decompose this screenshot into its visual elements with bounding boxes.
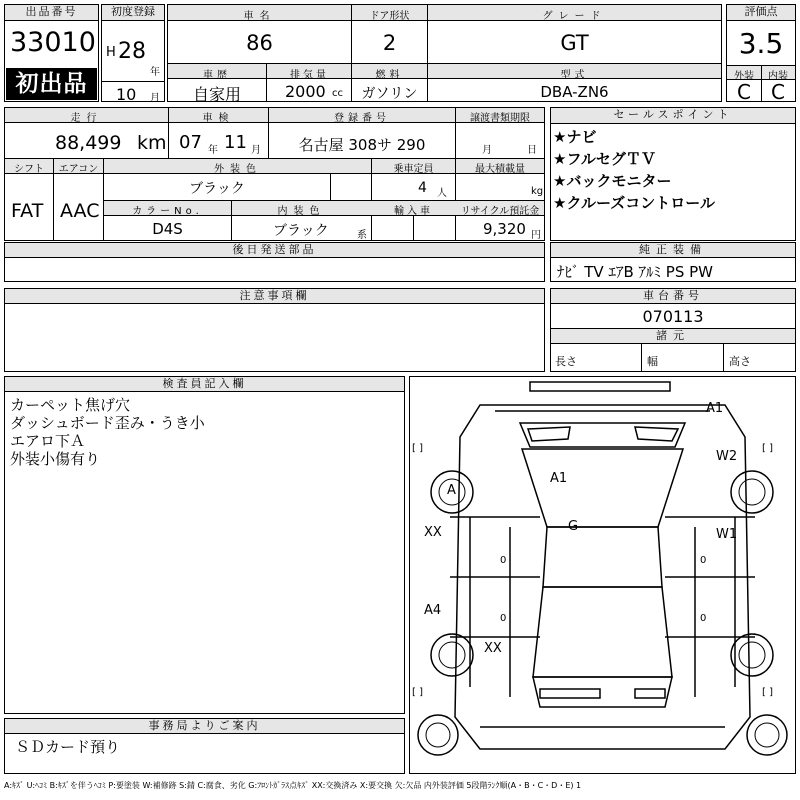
sales-point-2: ★フルセグＴＶ: [553, 150, 656, 168]
inspector-note-2: ダッシュボード歪み・うき小: [10, 414, 205, 432]
spec-height-label: 高さ: [729, 355, 751, 368]
inspection-year-unit: 年: [208, 145, 218, 156]
era-letter: H: [106, 45, 116, 60]
caution-label: 注意事項欄: [5, 289, 544, 304]
bracket-right-1: [ ]: [762, 443, 773, 454]
mileage-value: 88,499: [55, 132, 122, 154]
bracket-right-2: [ ]: [762, 687, 773, 698]
registration-value: 名古屋 308サ 290: [298, 136, 426, 154]
car-outline: [410, 377, 795, 773]
mark-xx-bottom: XX: [484, 641, 502, 656]
interior-color-value: ブラック: [273, 223, 329, 239]
doors-label: ドア形状: [369, 11, 410, 22]
capacity-unit: 人: [437, 188, 447, 199]
sales-points-label: セールスポイント: [551, 108, 795, 124]
spec-width-label: 幅: [647, 355, 658, 368]
chassis-label: 車台番号: [551, 289, 795, 304]
bracket-left-2: [ ]: [412, 687, 423, 698]
mark-zero-3: 0: [500, 613, 507, 624]
displacement-label: 排気量: [290, 70, 329, 81]
fuel-label: 燃料: [375, 70, 404, 81]
ac-value: AAC: [60, 200, 100, 222]
interior-color-suffix: 系: [357, 230, 367, 241]
score-box: [726, 4, 796, 102]
mark-a1-top: A1: [706, 401, 724, 416]
color-no-label: カラーNo.: [132, 206, 203, 217]
lot-label: 出品番号: [5, 5, 98, 21]
mark-w2: W2: [716, 449, 738, 464]
office-box: [4, 718, 405, 774]
equipment-label: 純正装備: [551, 243, 795, 258]
bracket-left-1: [ ]: [412, 443, 423, 454]
later-parts-label: 後日発送部品: [5, 243, 544, 258]
mark-a1-center: A1: [550, 471, 568, 486]
capacity-value: 4: [418, 180, 427, 196]
equipment-box: [550, 242, 796, 282]
interior-score-label: 内装: [768, 71, 788, 82]
fuel-value: ガソリン: [361, 86, 418, 102]
history-label: 車歴: [203, 70, 231, 81]
color-no-value: D4S: [152, 220, 183, 238]
specs-label: 諸元: [551, 329, 795, 344]
damage-diagram: [409, 376, 796, 774]
mileage-label: 走行: [70, 113, 103, 124]
office-label: 事務局よりご案内: [5, 719, 404, 734]
interior-score: C: [771, 80, 785, 104]
max-load-label: 最大積載量: [475, 164, 525, 175]
mark-zero-2: 0: [700, 555, 707, 566]
mark-a4: A4: [424, 603, 442, 618]
mark-xx-left: XX: [424, 525, 442, 540]
equipment-value: ﾅﾋﾞ TV ｴｱB ｱﾙﾐ PS PW: [557, 263, 713, 281]
lot-box: [4, 4, 99, 102]
mileage-unit: km: [137, 132, 167, 154]
inspector-note-4: 外装小傷有り: [10, 450, 101, 468]
later-parts-box: [4, 242, 545, 282]
main-spec-box: [167, 4, 722, 102]
score-value: 3.5: [738, 27, 784, 60]
chassis-box: [550, 288, 796, 372]
car-name-value: 86: [246, 31, 273, 55]
inspection-year: 07: [179, 132, 202, 153]
max-load-unit: kg: [531, 186, 544, 197]
first-listing-badge: 初出品: [6, 68, 97, 100]
shift-label: シフト: [14, 164, 44, 175]
sales-points-box: [550, 107, 796, 241]
exterior-score: C: [737, 80, 751, 104]
mark-zero-1: 0: [500, 555, 507, 566]
inspector-label: 検査員記入欄: [5, 377, 404, 392]
grade-label: グレード: [542, 11, 607, 22]
car-name-label: 車名: [243, 11, 276, 22]
history-value: 自家用: [192, 85, 241, 104]
inspector-note-1: カーペット焦げ穴: [10, 396, 131, 414]
spec-length-label: 長さ: [555, 355, 577, 368]
inspection-label: 車検: [202, 113, 235, 124]
mark-zero-4: 0: [700, 613, 707, 624]
inspector-box: [4, 376, 405, 714]
inspection-month-unit: 月: [251, 145, 261, 156]
transfer-month-unit: 月: [482, 145, 492, 156]
displacement-unit: cc: [332, 88, 343, 99]
score-label: 評価点: [727, 5, 795, 21]
displacement-value: 2000: [285, 82, 326, 101]
capacity-label: 乗車定員: [393, 164, 434, 175]
month-unit: 月: [150, 93, 160, 104]
office-note: ＳＤカード預り: [15, 738, 121, 756]
chassis-value: 070113: [642, 307, 704, 326]
transfer-label: 譲渡書類期限: [470, 113, 530, 124]
inspector-note-3: エアロ下Ａ: [10, 432, 86, 450]
interior-color-label: 内装色: [277, 206, 326, 217]
exterior-color-value: ブラック: [189, 181, 245, 197]
caution-box: [4, 288, 545, 372]
recycle-label: リサイクル預託金: [460, 206, 540, 217]
first-reg-label: 初度登録: [102, 5, 164, 21]
sales-point-4: ★クルーズコントロール: [553, 194, 715, 212]
mark-a-left: A: [447, 483, 456, 498]
exterior-color-label: 外装色: [214, 164, 262, 175]
doors-value: 2: [382, 31, 397, 55]
year-unit: 年: [150, 67, 160, 78]
mark-w1: W1: [716, 527, 738, 542]
model-code-value: DBA-ZN6: [540, 83, 609, 101]
sales-point-3: ★バックモニター: [553, 172, 672, 190]
detail-box: [4, 107, 545, 241]
reg-month: 10: [116, 85, 137, 104]
registration-label: 登録番号: [334, 113, 390, 124]
ac-label: エアコン: [58, 164, 99, 175]
lot-number: 33010: [10, 27, 96, 58]
mark-g: G: [568, 519, 579, 534]
model-code-label: 型式: [560, 70, 589, 81]
import-label: 輸入車: [394, 206, 433, 217]
recycle-unit: 円: [531, 230, 541, 241]
reg-year: 28: [118, 39, 146, 64]
recycle-value: 9,320: [483, 220, 526, 238]
sales-point-1: ★ナビ: [553, 128, 597, 146]
first-reg-box: [101, 4, 165, 102]
exterior-score-label: 外装: [734, 71, 754, 82]
damage-legend: A:ｷｽﾞ U:ﾍｺﾐ B:ｷｽﾞを伴うﾍｺﾐ P:要塗装 W:補修跡 S:錆 C:腐食、劣化 G:ﾌﾛﾝﾄｶﾞﾗｽ点ｷｽﾞ XX:交換済み X:要交換 欠:欠品 内外装評価 5段階ﾗﾝｸ順(A・B・C・D・E) 1: [4, 781, 582, 790]
transfer-day-unit: 日: [527, 145, 537, 156]
shift-value: FAT: [11, 200, 44, 222]
grade-value: GT: [560, 31, 589, 55]
inspection-month: 11: [224, 132, 247, 153]
